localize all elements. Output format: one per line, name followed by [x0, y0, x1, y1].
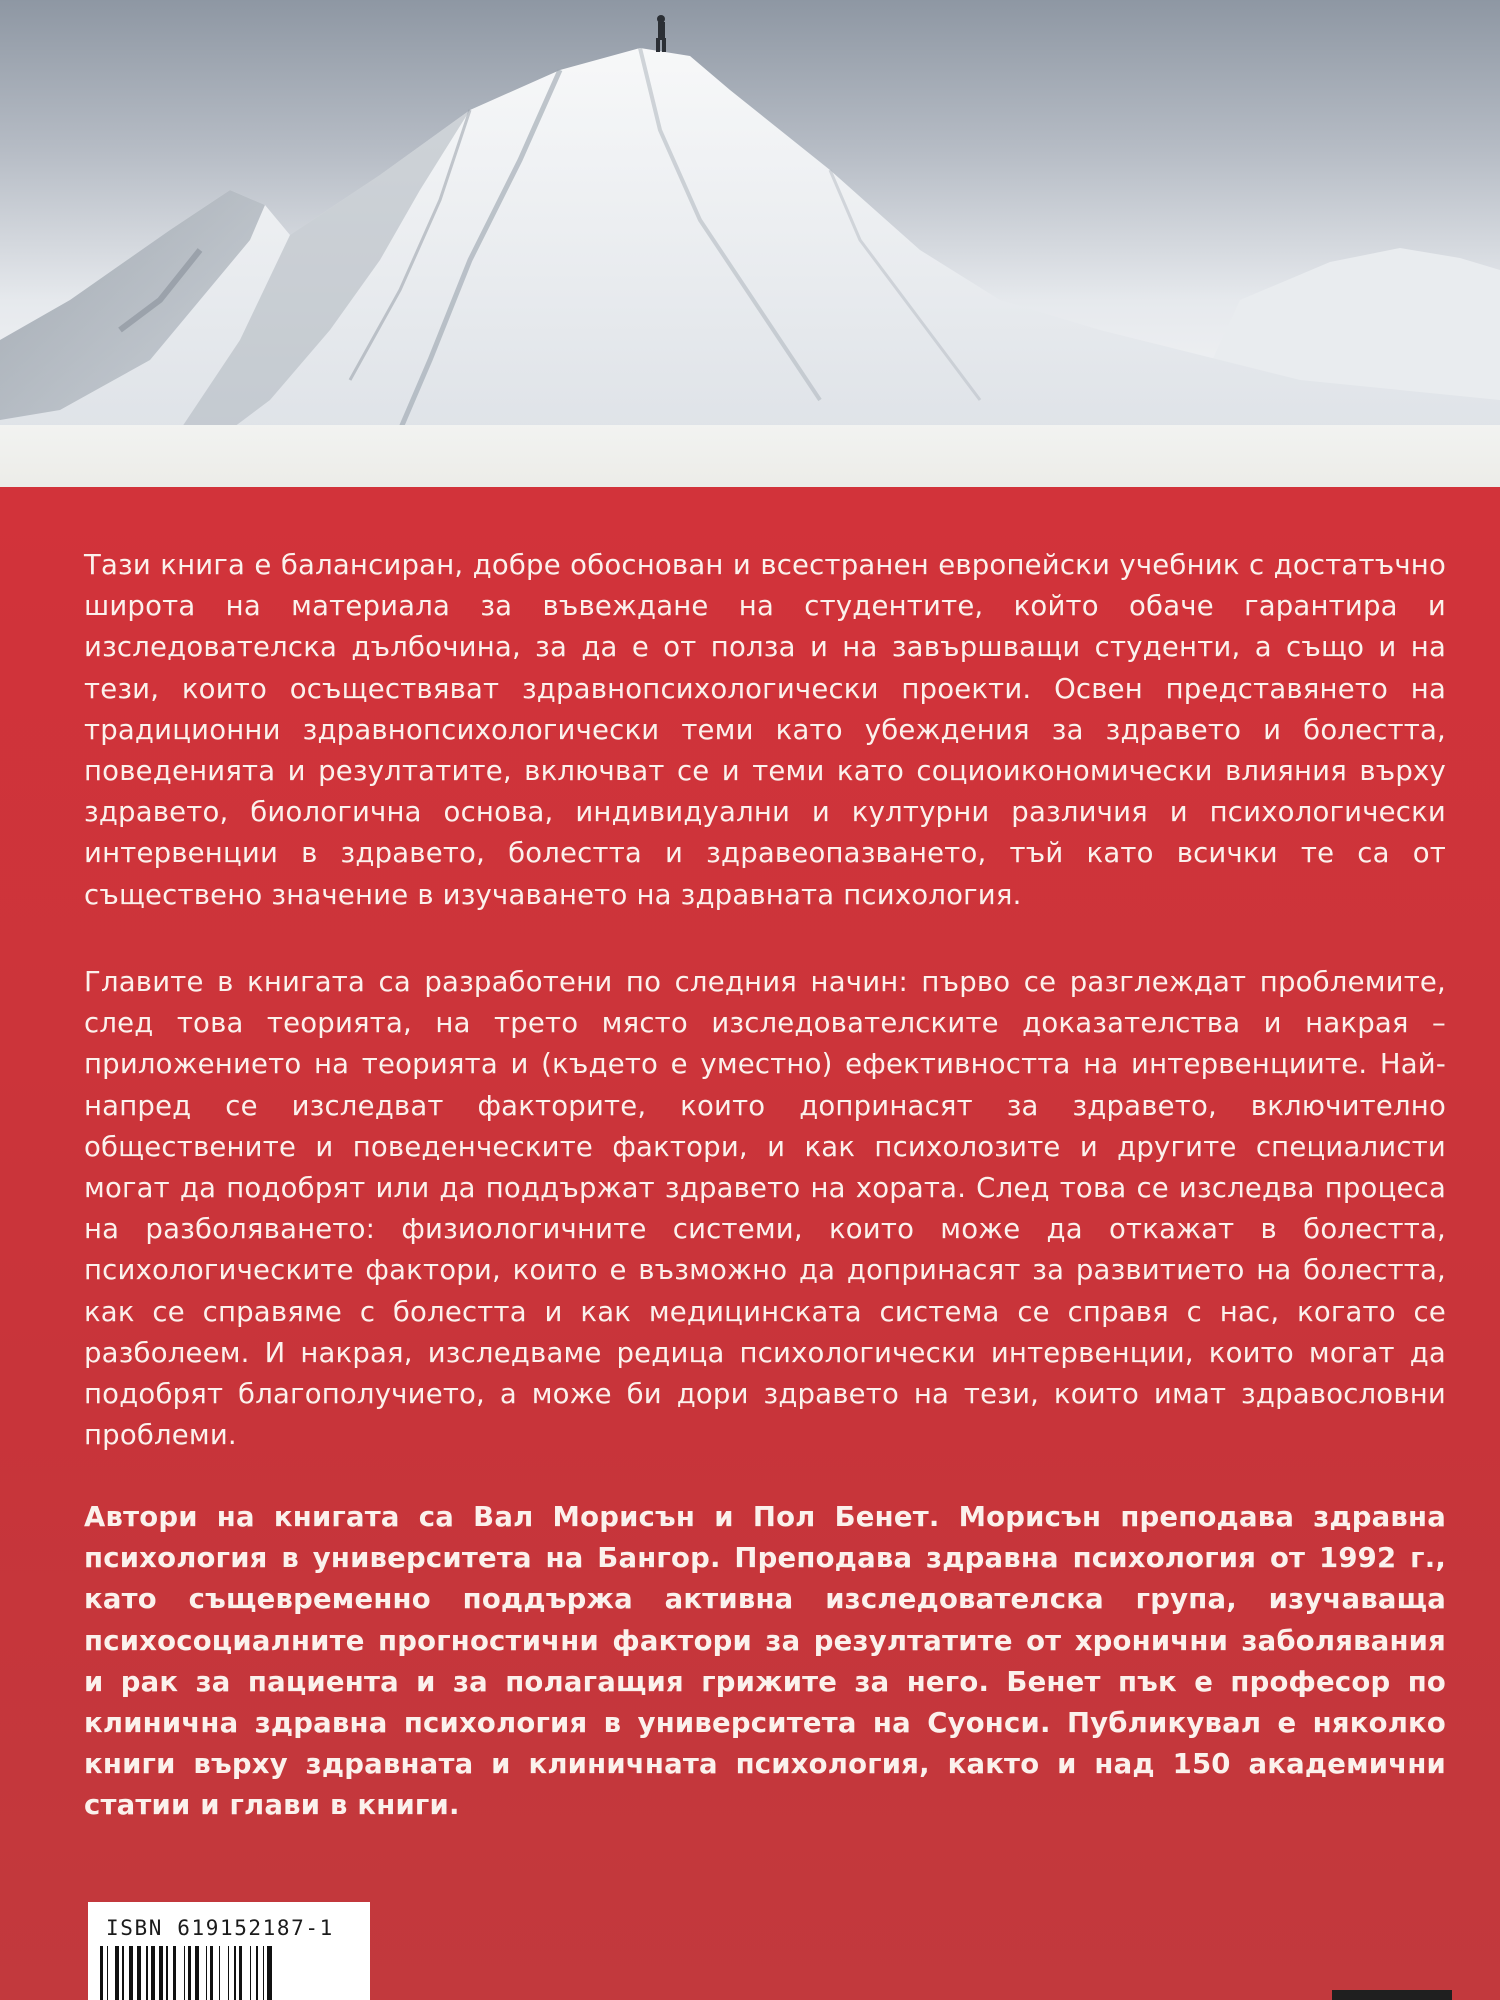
cover-photo: [0, 0, 1500, 430]
description-paragraph-2: Главите в книгата са разработени по следния начин: първо се разглеждат проблемите, след това теорията, на трето място изследователските доказателства и накрая – приложението на теорията и (където е уместно) ефективността на интервенциите. Най-напред се изследват факторите, които допринасят за здравето, включително обществените и поведенческите фактори, и как психолозите и другите специалисти могат да подобрят или да поддържат здравето на хората. След това се изследва процеса на разболяването: физиологичните системи, които може да откажат в болестта, психологическите фактори, които е възможно да допринасят за развитието на болестта, как се справяме с болестта и как медицинската система се справя с нас, когато се разболеем. И накрая, изследваме редица психологически интервенции, които могат да подобрят благополучието, а може би дори здравето на тези, които имат здравословни проблеми.: [84, 966, 1446, 1452]
corner-mark: [1332, 1990, 1452, 2000]
mountain-peak-icon: [0, 0, 1500, 430]
isbn-number: ISBN 619152187-1: [106, 1916, 334, 1940]
white-band: [0, 425, 1500, 487]
isbn-label: [88, 1902, 370, 2000]
climber-icon: [656, 15, 666, 52]
description-paragraph-1: Тази книга е балансиран, добре обоснован и всестранен европейски учебник с достатъчно широта на материала за въвеждане на студентите, който обаче гарантира и изследователска дълбочина, за да е от полза и на завършващи студенти, а също и на тези, които осъществяват здравнопсихологически проекти. Освен представянето на традиционни здравнопсихологически теми като убеждения за здравето и болестта, поведенията и резултатите, включват се и теми като социоикономически влияния върху здравето, биологична основа, индивидуални и културни различия и психологически интервенции в здравето, болестта и здравеопазването, тъй като всички те са от съществено значение в изучаването на здравната психология.: [84, 549, 1446, 911]
barcode-icon: [100, 1946, 360, 2000]
authors-paragraph: Автори на книгата са Вал Морисън и Пол Бенет. Морисън преподава здравна психология в университета на Бангор. Преподава здравна психология от 1992 г., като същевременно поддържа активна изследователска група, изучаваща психосоциалните прогностични фактори за резултатите от хронични заболявания и рак за пациента и за полагащия грижите за него. Бенет пък е професор по клинична здравна психология в университета на Суонси. Публикувал е няколко книги върху здравната и клиничната психология, както и над 150 академични статии и глави в книги.: [84, 1501, 1446, 1822]
